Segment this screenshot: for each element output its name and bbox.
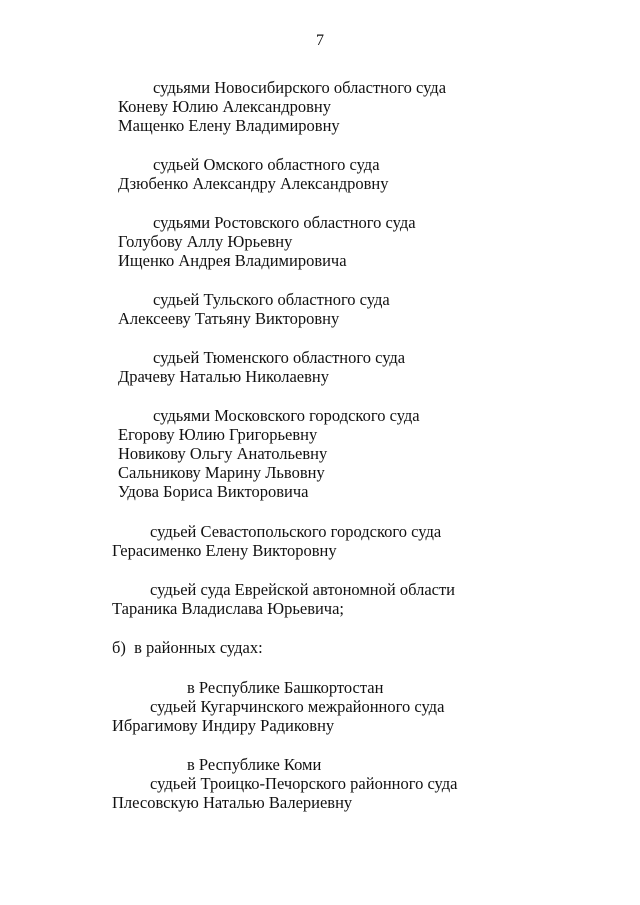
court-heading: судьями Новосибирского областного суда bbox=[153, 78, 447, 97]
judge-name: Сальникову Марину Львовну bbox=[118, 463, 325, 482]
judge-name: Егорову Юлию Григорьевну bbox=[118, 425, 318, 444]
court-heading: судьей Севастопольского городского суда bbox=[150, 522, 442, 541]
judge-name: Плесовскую Наталью Валериевну bbox=[112, 793, 353, 812]
region-heading: в Республике Башкортостан bbox=[187, 678, 384, 697]
judge-name: Удова Бориса Викторовича bbox=[118, 482, 309, 501]
judge-name: Герасименко Елену Викторовну bbox=[112, 541, 337, 560]
judge-name: Коневу Юлию Александровну bbox=[118, 97, 331, 116]
court-heading: судьями Московского городского суда bbox=[153, 406, 420, 425]
court-heading: судьей Кугарчинского межрайонного суда bbox=[150, 697, 445, 716]
judge-name: Дзюбенко Александру Александровну bbox=[118, 174, 389, 193]
judge-name: Алексееву Татьяну Викторовну bbox=[118, 309, 340, 328]
court-heading: судьей Тульского областного суда bbox=[153, 290, 390, 309]
judge-name: Мащенко Елену Владимировну bbox=[118, 116, 340, 135]
region-heading: в Республике Коми bbox=[187, 755, 322, 774]
judge-name: Ибрагимову Индиру Радиковну bbox=[112, 716, 335, 735]
section-heading: б) в районных судах: bbox=[112, 638, 263, 657]
judge-name: Тараника Владислава Юрьевича; bbox=[112, 599, 345, 618]
court-heading: судьей суда Еврейской автономной области bbox=[150, 580, 456, 599]
judge-name: Новикову Ольгу Анатольевну bbox=[118, 444, 328, 463]
court-heading: судьей Тюменского областного суда bbox=[153, 348, 406, 367]
judge-name: Голубову Аллу Юрьевну bbox=[118, 232, 293, 251]
court-heading: судьями Ростовского областного суда bbox=[153, 213, 416, 232]
judge-name: Драчеву Наталью Николаевну bbox=[118, 367, 330, 386]
court-heading: судьей Троицко-Печорского районного суда bbox=[150, 774, 458, 793]
judge-name: Ищенко Андрея Владимировича bbox=[118, 251, 347, 270]
court-heading: судьей Омского областного суда bbox=[153, 155, 380, 174]
page-number: 7 bbox=[316, 32, 324, 49]
